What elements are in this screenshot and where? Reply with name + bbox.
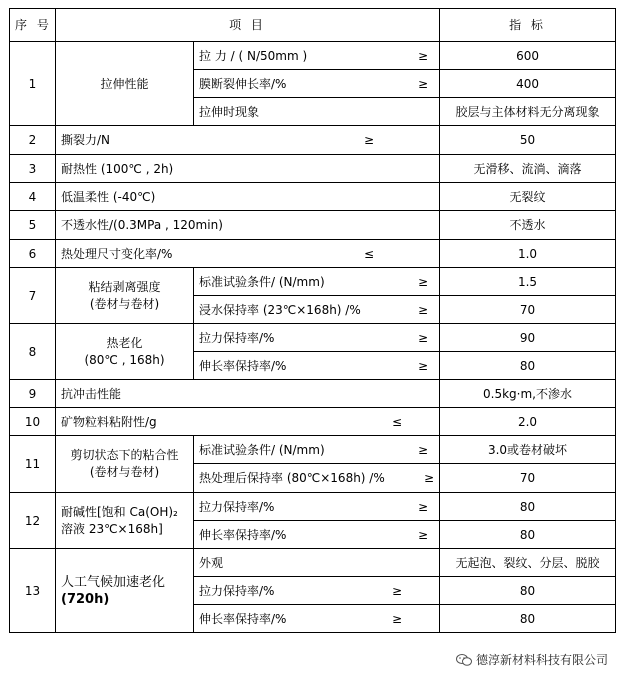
item-label: 撕裂力/N ≥: [56, 126, 440, 155]
item-label: 热处理尺寸变化率/% ≤: [56, 240, 440, 268]
item-value: 90: [440, 324, 616, 352]
row-no: 9: [10, 380, 56, 408]
item-value: 80: [440, 577, 616, 605]
item-value: 无裂纹: [440, 183, 616, 211]
group-label: 耐碱性[饱和 Ca(OH)₂ 溶液 23℃×168h]: [56, 493, 194, 549]
item-value: 无起泡、裂纹、分层、脱胶: [440, 549, 616, 577]
item-label: 标准试验条件/ (N/mm) ≥: [194, 436, 440, 464]
item-value: 400: [440, 70, 616, 98]
item-value: 70: [440, 296, 616, 324]
row-no: 6: [10, 240, 56, 268]
item-label: 伸长率保持率/% ≥: [194, 352, 440, 380]
item-label: 拉 力 / ( N/50mm ) ≥: [194, 42, 440, 70]
row-no: 1: [10, 42, 56, 126]
item-label: 浸水保持率 (23℃×168h) /% ≥: [194, 296, 440, 324]
wechat-icon: [456, 654, 472, 666]
table-row: [10, 549, 616, 577]
row-no: 4: [10, 183, 56, 211]
table-row: [10, 268, 616, 296]
row-no: 3: [10, 155, 56, 183]
row-no: 8: [10, 324, 56, 380]
item-value: 无滑移、流淌、滴落: [440, 155, 616, 183]
table-row: [10, 493, 616, 521]
header-item: 项 目: [56, 9, 440, 42]
table-row: [10, 42, 616, 70]
header-row: [10, 9, 616, 42]
item-label: 低温柔性 (-40℃): [56, 183, 440, 211]
item-value: 600: [440, 42, 616, 70]
item-label: 伸长率保持率/% ≥: [194, 521, 440, 549]
item-value: 2.0: [440, 408, 616, 436]
row-no: 2: [10, 126, 56, 155]
item-label: 伸长率保持率/% ≥: [194, 605, 440, 633]
table-row: [10, 380, 616, 408]
item-label: 拉力保持率/% ≥: [194, 493, 440, 521]
item-value: 80: [440, 493, 616, 521]
table-row: [10, 408, 616, 436]
header-no: 序 号: [10, 9, 56, 42]
item-label: 拉力保持率/% ≥: [194, 324, 440, 352]
item-value: 80: [440, 605, 616, 633]
item-label: 拉伸时现象: [194, 98, 440, 126]
watermark-text: 德淳新材料科技有限公司: [475, 653, 608, 667]
item-label: 拉力保持率/% ≥: [194, 577, 440, 605]
row-no: 7: [10, 268, 56, 324]
row-no: 12: [10, 493, 56, 549]
item-value: 80: [440, 521, 616, 549]
group-label: 人工气候加速老化 (720h): [56, 549, 194, 633]
item-label: 抗冲击性能: [56, 380, 440, 408]
item-label: 热处理后保持率 (80℃×168h) /% ≥: [194, 464, 440, 493]
group-label: 剪切状态下的粘合性 (卷材与卷材): [56, 436, 194, 493]
item-value: 胶层与主体材料无分离现象: [440, 98, 616, 126]
table-row: [10, 211, 616, 240]
header-index: 指 标: [440, 9, 616, 42]
item-value: 0.5kg·m,不渗水: [440, 380, 616, 408]
item-value: 1.5: [440, 268, 616, 296]
table-row: [10, 155, 616, 183]
table-row: [10, 183, 616, 211]
table-row: [10, 324, 616, 352]
row-no: 11: [10, 436, 56, 493]
item-value: 70: [440, 464, 616, 493]
item-label: 矿物粒料粘附性/g ≤: [56, 408, 440, 436]
item-value: 80: [440, 352, 616, 380]
group-label: 拉伸性能: [56, 42, 194, 126]
item-value: 50: [440, 126, 616, 155]
item-value: 1.0: [440, 240, 616, 268]
spec-table: [9, 8, 616, 633]
item-label: 外观: [194, 549, 440, 577]
row-no: 10: [10, 408, 56, 436]
group-label: 粘结剥离强度 (卷材与卷材): [56, 268, 194, 324]
row-no: 5: [10, 211, 56, 240]
watermark: [456, 651, 608, 668]
item-label: 不透水性/(0.3MPa , 120min): [56, 211, 440, 240]
item-label: 膜断裂伸长率/% ≥: [194, 70, 440, 98]
item-value: 不透水: [440, 211, 616, 240]
item-label: 耐热性 (100℃ , 2h): [56, 155, 440, 183]
row-no: 13: [10, 549, 56, 633]
table-row: [10, 436, 616, 464]
item-value: 3.0或卷材破坏: [440, 436, 616, 464]
table-row: [10, 126, 616, 155]
item-label: 标准试验条件/ (N/mm) ≥: [194, 268, 440, 296]
group-label: 热老化 (80℃ , 168h): [56, 324, 194, 380]
table-row: [10, 240, 616, 268]
